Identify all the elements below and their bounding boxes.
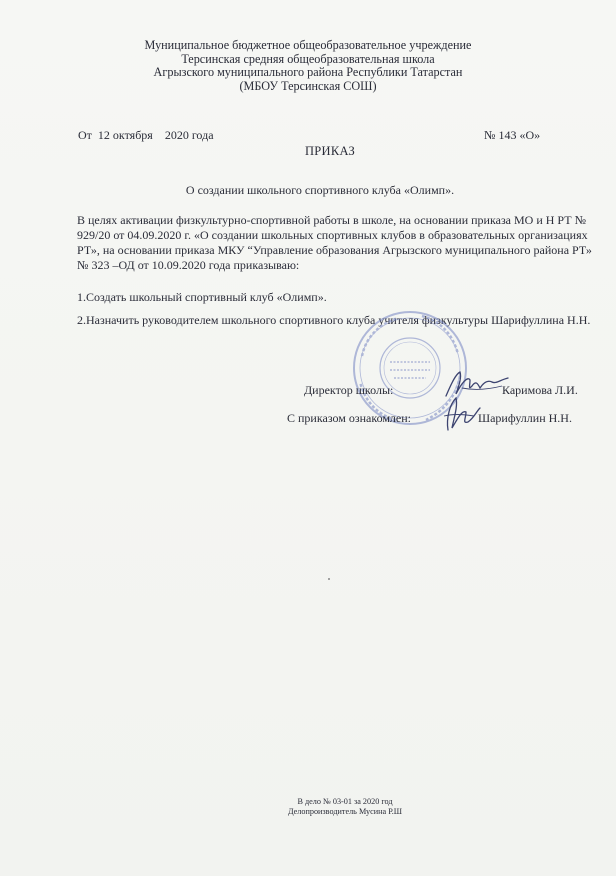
header-line-1: Муниципальное бюджетное общеобразовательное учреждение	[144, 38, 472, 52]
director-name: Каримова Л.И.	[502, 383, 578, 397]
header-line-2: Терсинская средняя общеобразовательная школа	[181, 51, 435, 66]
director-label: Директор школы:	[304, 383, 394, 397]
order-subject: О создании школьного спортивного клуба «Олимп».	[185, 183, 455, 197]
header-line-3: Агрызского муниципального района Республики Татарстан	[153, 65, 463, 80]
acknowledged-name: Шарифуллин Н.Н.	[478, 411, 572, 425]
filing-note-line-1: В дело № 03-01 за 2020 год	[297, 797, 393, 806]
filing-note	[0, 797, 616, 817]
order-date: От 12 октября 2020 года	[78, 128, 214, 142]
header-line-4: (МБОУ Терсинская СОШ)	[239, 78, 377, 93]
order-preamble: В целях активации физкультурно-спортивной работы в школе, на основании приказа МО и Н РТ № 929/20 от 04.09.2020 г. «О создании школьных спортивных клубов в образовательных организациях РТ», на основании приказа МКУ “Управление образования Агрызского муниципального района РТ» № 323 –ОД от 10.09.2020 года приказываю:	[77, 213, 592, 272]
filing-note-line-2: Делопроизводитель Мусина Р.Ш	[287, 807, 403, 816]
order-item-2: 2.Назначить руководителем школьного спортивного клуба учителя физкультуры Шарифуллина Н.Н.	[77, 313, 591, 327]
order-title: ПРИКАЗ	[304, 144, 356, 158]
school-header	[0, 39, 616, 93]
order-item-1: 1.Создать школьный спортивный клуб «Олимп».	[77, 290, 327, 304]
acknowledged-signature	[440, 394, 484, 434]
order-number: № 143 «О»	[484, 128, 541, 142]
acknowledged-label: С приказом ознакомлен:	[287, 411, 412, 425]
speck	[328, 578, 330, 580]
